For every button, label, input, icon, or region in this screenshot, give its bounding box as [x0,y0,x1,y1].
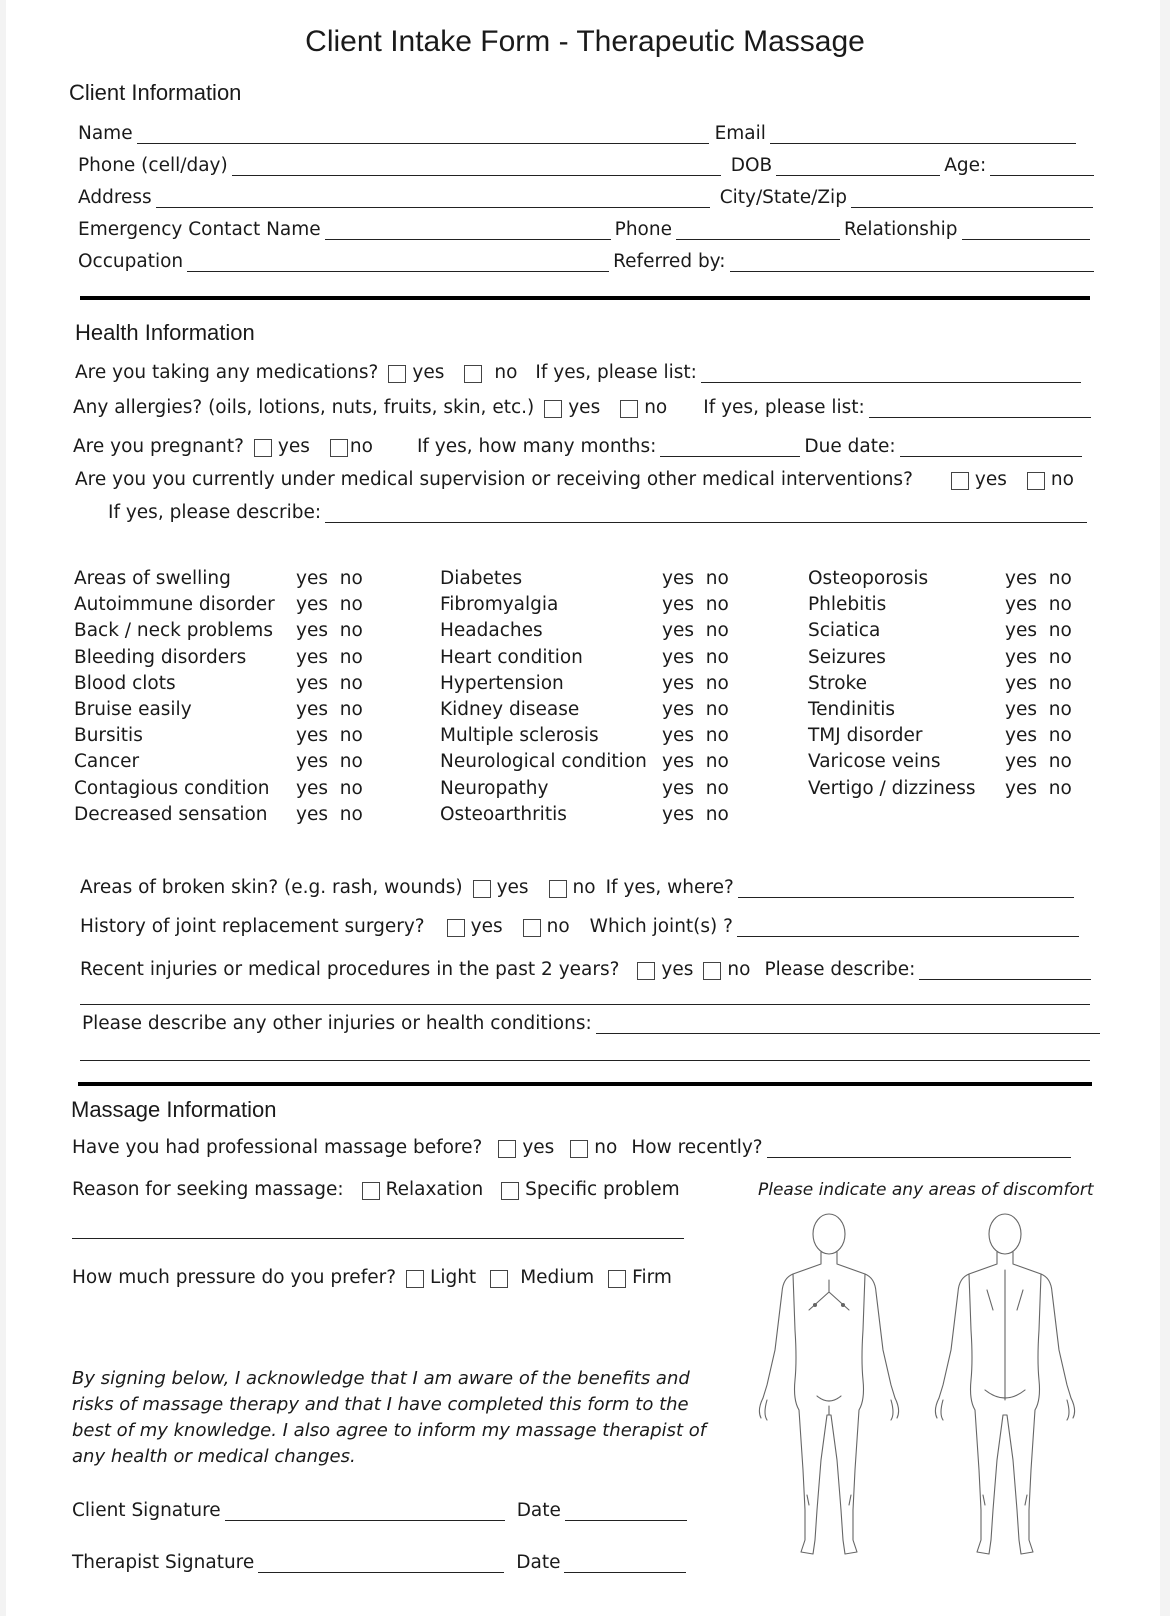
recent-yes-checkbox[interactable] [637,962,655,980]
condition-yes-no[interactable]: yes no [662,751,729,772]
condition-label: Bruise easily [74,699,192,720]
other-row [82,1013,1104,1034]
condition-yes-no[interactable]: yes no [662,568,729,589]
relationship-field[interactable] [962,222,1090,240]
condition-label: Vertigo / dizziness [808,778,976,799]
no-label: no [546,916,570,937]
broken-skin-question: Areas of broken skin? (e.g. rash, wounds) [80,877,463,898]
medium-label: Medium [520,1267,595,1288]
reason-line[interactable] [72,1238,684,1239]
page-edge [1160,0,1170,1616]
name-field[interactable] [137,126,709,144]
condition-label: Fibromyalgia [440,594,559,615]
age-label: Age: [944,155,987,176]
condition-yes-no[interactable]: yes no [1005,673,1072,694]
condition-yes-no[interactable]: yes no [1005,725,1072,746]
condition-yes-no[interactable]: yes no [662,647,729,668]
massage-before-no-checkbox[interactable] [570,1140,588,1158]
pregnant-question: Are you pregnant? [73,436,244,457]
condition-yes-no[interactable]: yes no [1005,699,1072,720]
firm-checkbox[interactable] [608,1270,626,1288]
form-title: Client Intake Form - Therapeutic Massage [305,25,865,58]
address-label: Address [78,187,152,208]
condition-yes-no[interactable]: yes no [662,778,729,799]
occupation-label: Occupation [78,251,184,272]
condition-yes-no[interactable]: yes no [296,699,363,720]
describe-label: If yes, please describe: [108,502,322,523]
specific-problem-checkbox[interactable] [501,1182,519,1200]
condition-yes-no[interactable]: yes no [662,673,729,694]
recent-no-checkbox[interactable] [703,962,721,980]
age-field[interactable] [990,158,1094,176]
email-field[interactable] [770,126,1076,144]
condition-yes-no[interactable]: yes no [296,594,363,615]
condition-yes-no[interactable]: yes no [296,673,363,694]
therapist-signature-label: Therapist Signature [72,1552,255,1573]
broken-skin-yes-checkbox[interactable] [473,880,491,898]
client-info-heading: Client Information [69,80,242,105]
medications-list-field[interactable] [701,365,1081,383]
yes-label: yes [470,916,503,937]
no-label: no [727,959,751,980]
address-field[interactable] [156,190,710,208]
condition-yes-no[interactable]: yes no [1005,594,1072,615]
client-signature-field[interactable] [225,1503,505,1521]
relaxation-label: Relaxation [385,1179,484,1200]
condition-label: Seizures [808,647,886,668]
medications-yes-checkbox[interactable] [388,365,406,383]
other-line[interactable] [80,1060,1090,1061]
relaxation-checkbox[interactable] [362,1182,380,1200]
reason-row [72,1179,680,1200]
condition-label: Headaches [440,620,543,641]
condition-yes-no[interactable]: yes no [1005,647,1072,668]
condition-yes-no[interactable]: yes no [1005,620,1072,641]
page-edge [0,0,6,1616]
dob-label: DOB [730,155,773,176]
emergency-name-field[interactable] [325,222,611,240]
condition-yes-no[interactable]: yes no [296,725,363,746]
allergies-list-field[interactable] [869,400,1091,418]
condition-label: Autoimmune disorder [74,594,275,615]
condition-label: Bleeding disorders [74,647,247,668]
phone-field[interactable] [232,158,721,176]
pressure-row [72,1267,672,1288]
no-label: no [349,436,373,457]
condition-yes-no[interactable]: yes no [1005,778,1072,799]
condition-label: Diabetes [440,568,523,589]
therapist-signature-field[interactable] [258,1555,504,1573]
condition-label: Osteoarthritis [440,804,567,825]
condition-yes-no[interactable]: yes no [296,568,363,589]
how-recently-field[interactable] [767,1140,1071,1158]
medications-no-checkbox[interactable] [464,365,482,383]
yes-label: yes [496,877,529,898]
condition-label: TMJ disorder [808,725,923,746]
city-field[interactable] [851,190,1093,208]
joint-no-checkbox[interactable] [523,919,541,937]
if-yes-list-label: If yes, please list: [535,362,697,383]
condition-yes-no[interactable]: yes no [296,647,363,668]
pressure-question: How much pressure do you prefer? [72,1267,397,1288]
section-divider [80,296,1090,300]
recent-question: Recent injuries or medical procedures in the past 2 years? [80,959,620,980]
phone-row [78,155,1098,176]
phone-label: Phone (cell/day) [78,155,228,176]
client-date-field[interactable] [565,1503,687,1521]
allergies-question: Any allergies? (oils, lotions, nuts, fruits, skin, etc.) [73,397,535,418]
section-divider [78,1082,1092,1086]
date-label: Date [516,1552,561,1573]
condition-yes-no[interactable]: yes no [662,594,729,615]
name-row [78,123,1080,144]
condition-label: Back / neck problems [74,620,273,641]
if-yes-list-label: If yes, please list: [703,397,865,418]
due-date-label: Due date: [804,436,896,457]
condition-label: Bursitis [74,725,143,746]
body-diagram[interactable] [745,1210,1095,1580]
broken-skin-no-checkbox[interactable] [549,880,567,898]
supervision-yes-checkbox[interactable] [951,472,969,490]
allergies-no-checkbox[interactable] [620,400,638,418]
allergies-yes-checkbox[interactable] [544,400,562,418]
dob-field[interactable] [776,158,940,176]
client-signature-row [72,1500,691,1521]
condition-label: Cancer [74,751,140,772]
occupation-row [78,251,1098,272]
email-label: Email [714,123,766,144]
specific-problem-label: Specific problem [525,1179,680,1200]
condition-label: Stroke [808,673,867,694]
condition-label: Contagious condition [74,778,270,799]
condition-label: Heart condition [440,647,583,668]
condition-yes-no[interactable]: yes no [662,699,729,720]
condition-label: Neuropathy [440,778,549,799]
city-label: City/State/Zip [719,187,847,208]
medium-checkbox[interactable] [490,1270,508,1288]
condition-label: Osteoporosis [808,568,929,589]
supervision-question: Are you you currently under medical supervision or receiving other medical interventions? [75,469,913,490]
joint-row [80,916,1083,937]
allergies-row [73,397,1095,418]
yes-label: yes [412,362,445,383]
condition-yes-no[interactable]: yes no [1005,568,1072,589]
relationship-label: Relationship [843,219,958,240]
condition-yes-no[interactable]: yes no [1005,751,1072,772]
therapist-date-field[interactable] [564,1555,686,1573]
condition-yes-no[interactable]: yes no [296,778,363,799]
which-joint-label: Which joint(s) ? [589,916,733,937]
no-label: no [1050,469,1074,490]
yes-label: yes [277,436,310,457]
recent-describe-line[interactable] [80,1004,1090,1005]
emergency-phone-field[interactable] [676,222,840,240]
referred-label: Referred by: [613,251,726,272]
recent-describe-field[interactable] [919,962,1091,980]
condition-yes-no[interactable]: yes no [662,725,729,746]
months-label: If yes, how many months: [416,436,657,457]
condition-yes-no[interactable]: yes no [662,804,729,825]
how-recently-label: How recently? [631,1137,763,1158]
emergency-row [78,219,1094,240]
condition-yes-no[interactable]: yes no [296,751,363,772]
condition-label: Hypertension [440,673,564,694]
massage-before-yes-checkbox[interactable] [498,1140,516,1158]
massage-before-question: Have you had professional massage before? [72,1137,483,1158]
joint-yes-checkbox[interactable] [447,919,465,937]
massage-before-row [72,1137,1075,1158]
pregnant-yes-checkbox[interactable] [254,439,272,457]
joint-field[interactable] [737,919,1079,937]
back-body-figure [935,1214,1074,1554]
client-signature-label: Client Signature [72,1500,221,1521]
light-label: Light [430,1267,477,1288]
condition-label: Neurological condition [440,751,647,772]
condition-label: Kidney disease [440,699,580,720]
massage-info-heading: Massage Information [71,1097,277,1122]
other-field[interactable] [596,1016,1100,1034]
discomfort-caption: Please indicate any areas of discomfort [758,1180,1094,1200]
pregnant-row [73,436,1086,457]
medications-question: Are you taking any medications? [75,362,379,383]
medications-row [75,362,1085,383]
condition-label: Tendinitis [808,699,896,720]
reason-question: Reason for seeking massage: [72,1179,344,1200]
condition-yes-no[interactable]: yes no [296,804,363,825]
yes-label: yes [661,959,694,980]
occupation-field[interactable] [187,254,609,272]
referred-field[interactable] [730,254,1094,272]
condition-label: Phlebitis [808,594,887,615]
name-label: Name [78,123,133,144]
broken-skin-row [80,877,1078,898]
address-row [78,187,1097,208]
where-label: If yes, where? [605,877,734,898]
supervision-describe-row [108,502,1091,523]
firm-label: Firm [632,1267,672,1288]
yes-label: yes [522,1137,555,1158]
condition-label: Areas of swelling [74,568,231,589]
yes-label: yes [568,397,601,418]
acknowledgement-text: By signing below, I acknowledge that I am aware of the benefits and risks of massage therapy and that I have completed this form to the best of my knowledge. I also agree to inform my massage therapist of any health or medical changes. [72,1368,707,1467]
condition-yes-no[interactable]: yes no [296,620,363,641]
emergency-phone-label: Phone [614,219,672,240]
months-field[interactable] [660,439,800,457]
condition-label: Decreased sensation [74,804,268,825]
please-describe-label: Please describe: [764,959,916,980]
light-checkbox[interactable] [406,1270,424,1288]
yes-label: yes [974,469,1007,490]
no-label: no [494,362,518,383]
broken-skin-where-field[interactable] [738,880,1074,898]
no-label: no [572,877,596,898]
condition-label: Blood clots [74,673,176,694]
pregnant-no-checkbox[interactable] [330,439,348,457]
health-info-heading: Health Information [75,320,255,345]
front-body-figure [759,1214,898,1554]
condition-label: Varicose veins [808,751,941,772]
due-date-field[interactable] [900,439,1082,457]
supervision-row [75,469,1074,490]
no-label: no [594,1137,618,1158]
supervision-describe-field[interactable] [325,505,1087,523]
condition-label: Multiple sclerosis [440,725,599,746]
emergency-label: Emergency Contact Name [78,219,321,240]
condition-label: Sciatica [808,620,881,641]
no-label: no [644,397,668,418]
supervision-no-checkbox[interactable] [1027,472,1045,490]
other-question: Please describe any other injuries or health conditions: [82,1013,592,1034]
recent-row [80,959,1095,980]
date-label: Date [516,1500,561,1521]
therapist-signature-row [72,1552,690,1573]
condition-yes-no[interactable]: yes no [662,620,729,641]
joint-question: History of joint replacement surgery? [80,916,425,937]
